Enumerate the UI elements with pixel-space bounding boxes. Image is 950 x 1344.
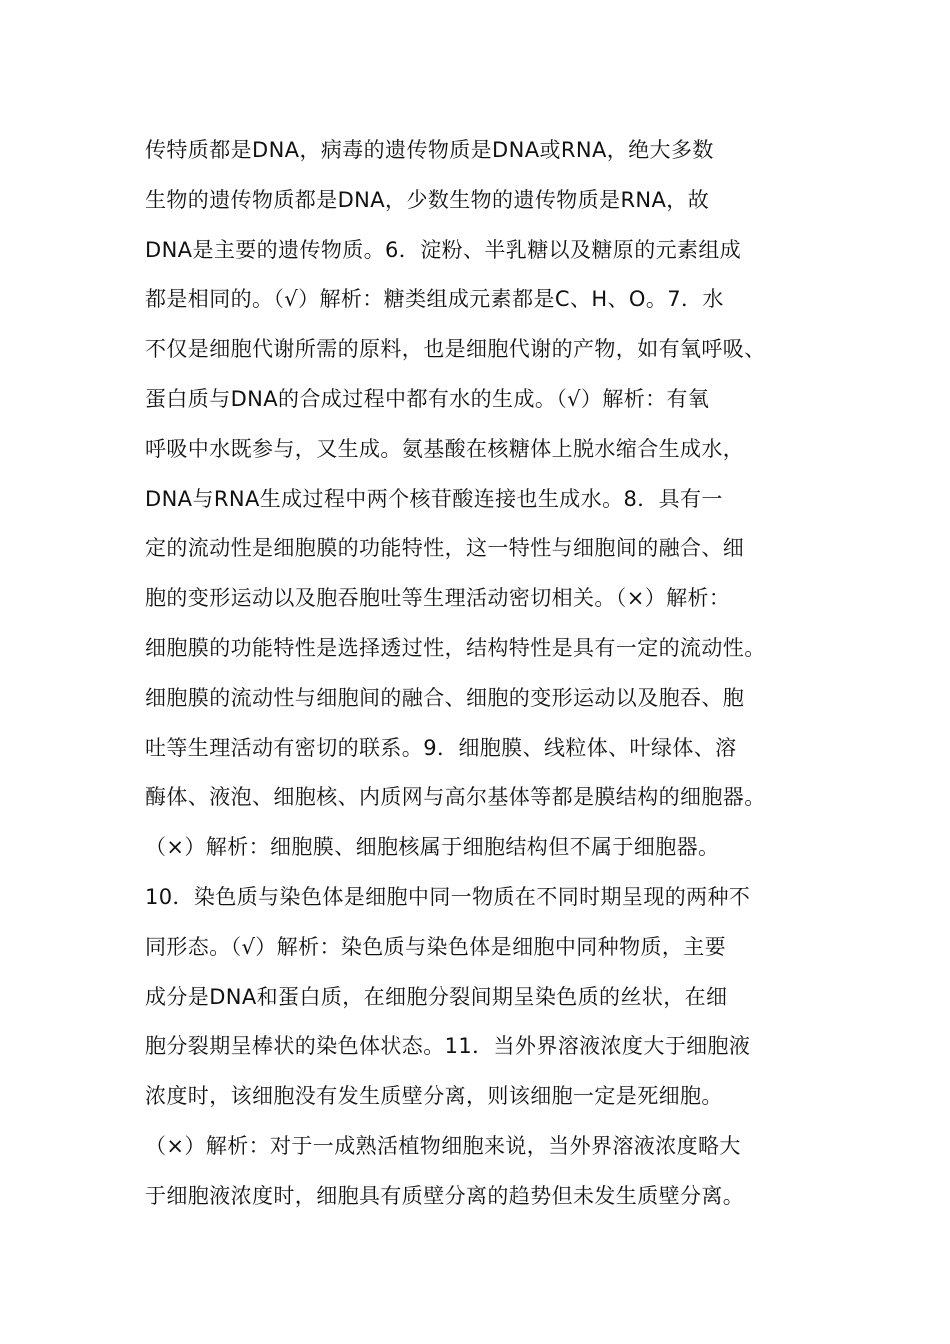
text-line: 呼吸中水既参与，又生成。氨基酸在核糖体上脱水缩合生成水， (145, 436, 745, 461)
text-line: 酶体、液泡、细胞核、内质网与高尔基体等都是膜结构的细胞器。 (145, 785, 766, 810)
text-line: 同形态。（√）解析：染色质与染色体是细胞中同种物质，主要 (145, 934, 727, 959)
text-line: DNA是主要的遗传物质。6．淀粉、半乳糖以及糖原的元素组成 (145, 237, 742, 262)
text-line: 细胞膜的功能特性是选择透过性，结构特性是具有一定的流动性。 (145, 635, 766, 660)
text-line: 10．染色质与染色体是细胞中同一物质在不同时期呈现的两种不 (145, 884, 751, 909)
text-line: 都是相同的。（√）解析：糖类组成元素都是C、H、O。7．水 (145, 287, 724, 312)
text-line: 不仅是细胞代谢所需的原料，也是细胞代谢的产物，如有氧呼吸、 (145, 337, 766, 362)
text-line: （×）解析：对于一成熟活植物细胞来说，当外界溶液浓度略大 (145, 1133, 741, 1158)
text-line: 定的流动性是细胞膜的功能特性，这一特性与细胞间的融合、细 (145, 536, 745, 561)
document-text-body (145, 131, 835, 1227)
text-line: DNA与RNA生成过程中两个核苷酸连接也生成水。8．具有一 (145, 486, 723, 511)
text-line: 胞分裂期呈棒状的染色体状态。11．当外界溶液浓度大于细胞液 (145, 1034, 751, 1059)
text-line: 胞的变形运动以及胞吞胞吐等生理活动密切相关。（×）解析： (145, 586, 731, 611)
text-line: 传特质都是DNA，病毒的遗传物质是DNA或RNA，绝大多数 (145, 138, 714, 162)
text-line: 浓度时，该细胞没有发生质壁分离，则该细胞一定是死细胞。 (145, 1084, 723, 1109)
text-line: 吐等生理活动有密切的联系。9．细胞膜、线粒体、叶绿体、溶 (145, 735, 737, 760)
text-line: （×）解析：细胞膜、细胞核属于细胞结构但不属于细胞器。 (145, 835, 720, 860)
text-line: 细胞膜的流动性与细胞间的融合、细胞的变形运动以及胞吞、胞 (145, 685, 745, 710)
text-line: 生物的遗传物质都是DNA，少数生物的遗传物质是RNA，故 (145, 187, 710, 212)
text-line: 于细胞液浓度时，细胞具有质壁分离的趋势但未发生质壁分离。 (145, 1183, 745, 1208)
text-line: 成分是DNA和蛋白质，在细胞分裂间期呈染色质的丝状，在细 (145, 984, 728, 1009)
text-line: 蛋白质与DNA的合成过程中都有水的生成。（√）解析：有氧 (145, 386, 710, 411)
